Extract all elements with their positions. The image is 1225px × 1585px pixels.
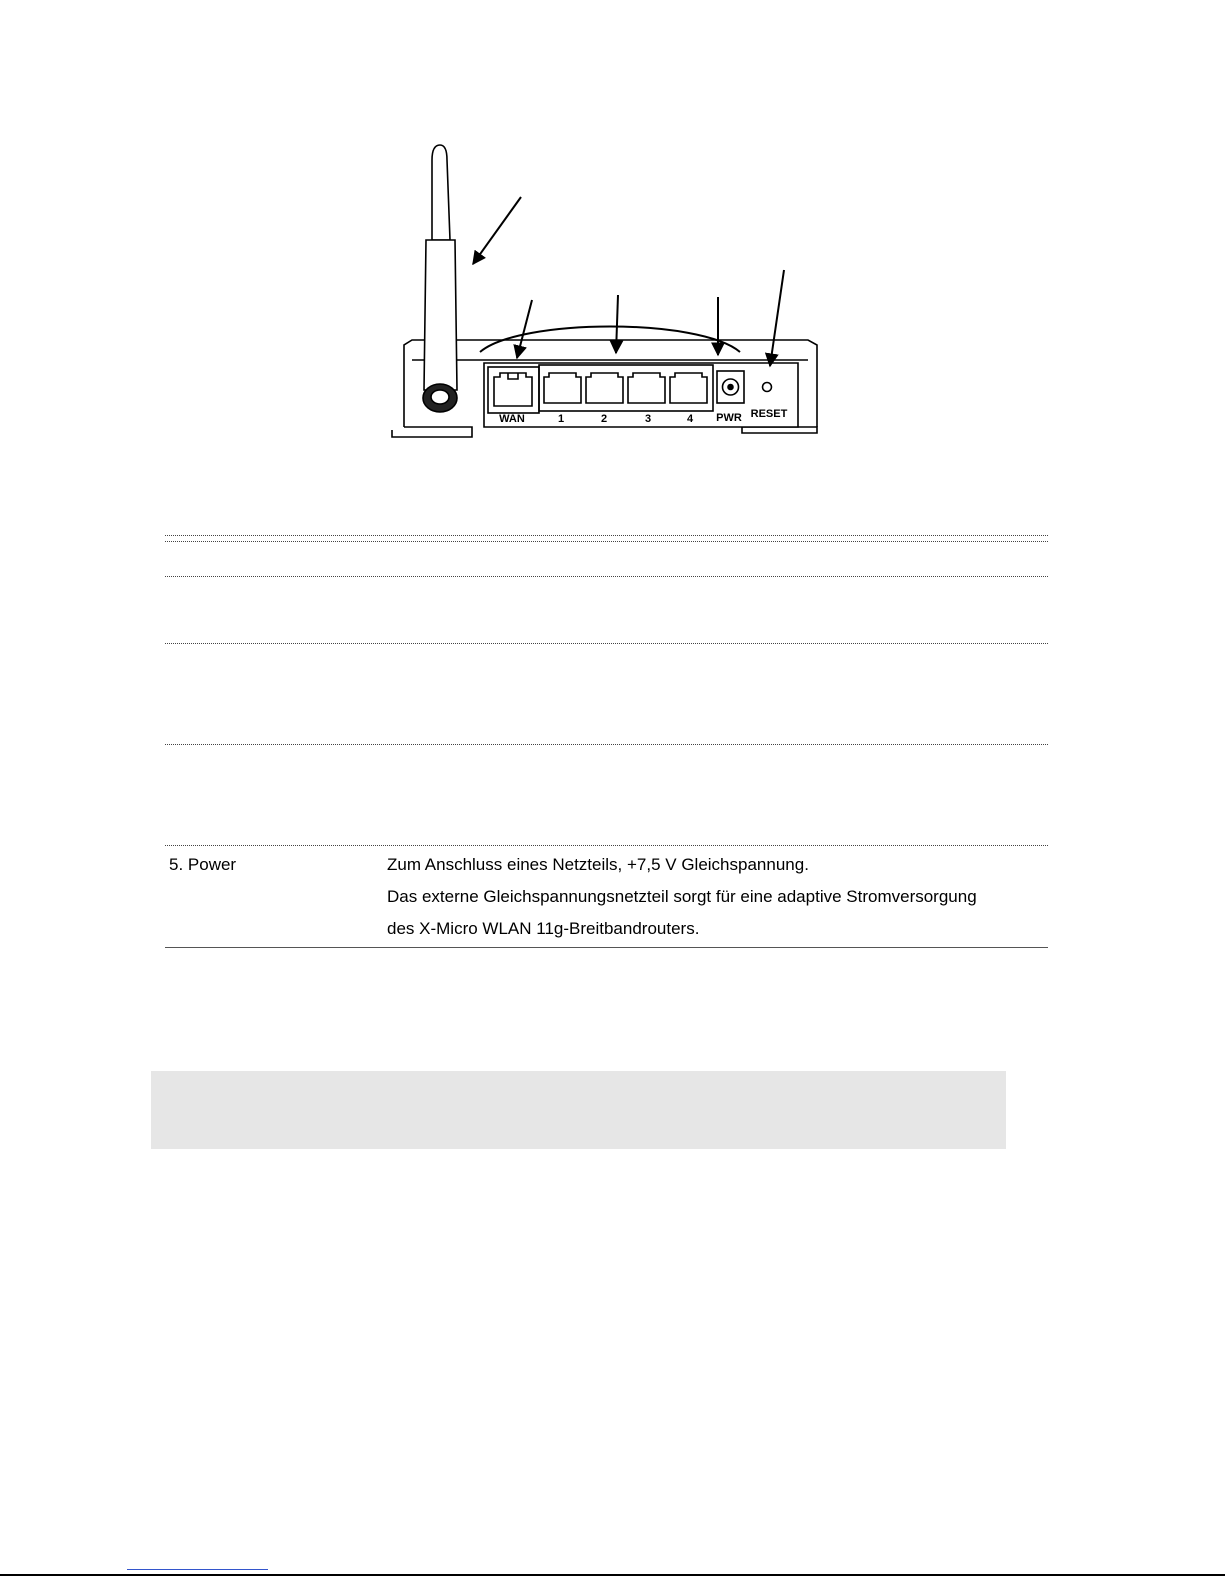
callout-arrow-wan	[517, 300, 532, 358]
router-rear-panel-figure	[0, 0, 1225, 480]
callout-arrow-antenna	[473, 197, 521, 264]
table-rule	[165, 845, 1048, 846]
port-label-reset: RESET	[750, 408, 788, 420]
table-description-line: Zum Anschluss eines Netzteils, +7,5 V Gleichspannung.	[387, 855, 809, 874]
table-rule	[165, 643, 1048, 644]
table-bottom-rule	[165, 947, 383, 948]
table-description-line: Das externe Gleichspannungsnetzteil sorgt für eine adaptive Stromversorgung	[387, 887, 977, 906]
table-rule	[165, 535, 1048, 536]
footer-rule	[0, 1574, 1225, 1576]
port-label-4: 4	[686, 413, 694, 425]
callout-arrow-reset	[770, 270, 784, 366]
port-label-1: 1	[557, 413, 565, 425]
port-label-2: 2	[600, 413, 608, 425]
table-rule	[165, 576, 1048, 577]
port-label-wan: WAN	[499, 413, 525, 425]
table-description-line: des X-Micro WLAN 11g-Breitbandrouters.	[387, 919, 700, 938]
port-label-3: 3	[644, 413, 652, 425]
table-rule	[165, 744, 1048, 745]
table-term-power: 5. Power	[169, 855, 237, 874]
note-box	[151, 1071, 1006, 1149]
footer-link-underline[interactable]	[127, 1569, 268, 1570]
callout-arrow-lan	[616, 295, 618, 353]
antenna-icon	[423, 145, 457, 412]
table-rule	[165, 541, 1048, 542]
table-bottom-rule	[383, 947, 1048, 948]
port-label-pwr: PWR	[716, 412, 742, 424]
